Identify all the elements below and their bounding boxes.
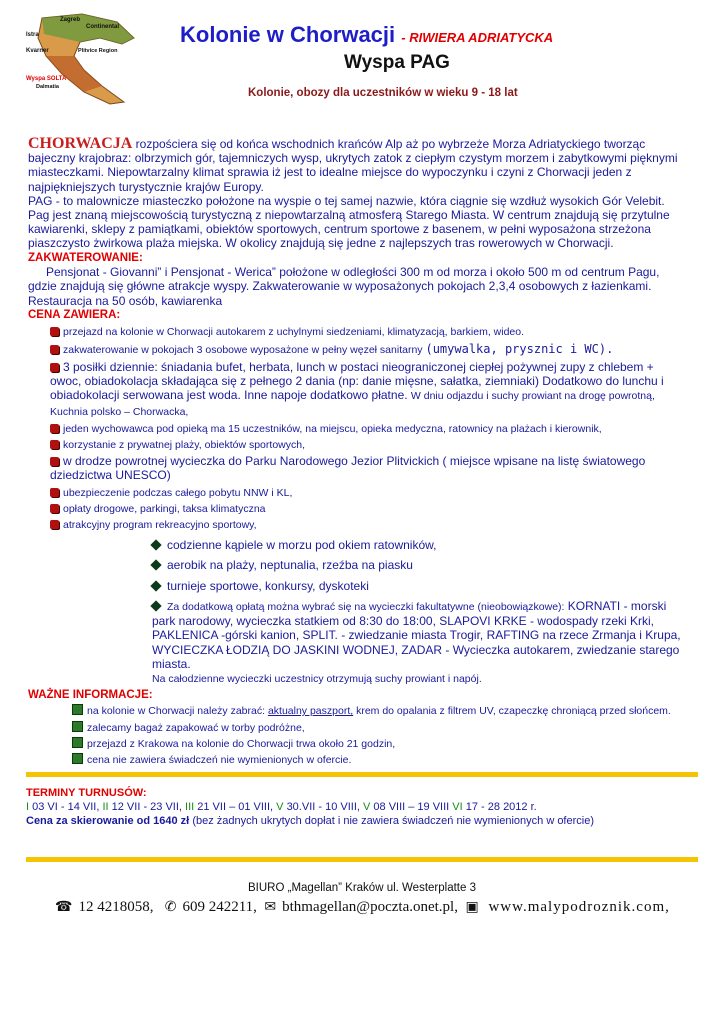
diamond-icon — [150, 600, 161, 611]
bullet-icon — [72, 704, 83, 715]
divider-top — [26, 772, 698, 777]
list-item: zakwaterowanie w pokojach 3 osobowe wyposażone w pełny węzeł sanitarny (umywalka, prysznic i WC). — [28, 342, 684, 357]
sub-list-item: Za dodatkową opłatą można wybrać się na wycieczki fakultatywne (nieobowiązkowe): KORNATI - morski park narodowy, wycieczka statkiem od 8:30 do 18:00, SLAPOVI KRKE - wodospady rzeki Krki, PAKLENICA -górski kanion, SPLIT. - zwiedzanie miasta Trogir, RAFTING na rzece Zrmanja i Krupa, WYCIECZKA ŁODZIĄ DO JASKINI WODNEJ, ZADAR - Wycieczka autokarem, zwiedzanie starego miasta. — [152, 598, 681, 671]
phone-number: 12 4218058, — [78, 899, 154, 915]
page-subtitle: Wyspa PAG — [344, 52, 450, 73]
bullet-icon — [50, 327, 59, 336]
phone-icon: ☎ — [55, 900, 73, 915]
bullet-icon — [50, 504, 59, 513]
terms-dates: I 03 VI - 14 VII, II 12 VII - 23 VII, III 21 VII – 01 VIII, V 30.VII - 10 VIII, V 08 VIII – 19 VIII VI 17 - 28 2012 r. — [26, 801, 537, 813]
computer-icon: ▣ — [465, 900, 479, 915]
price-heading: CENA ZAWIERA: — [28, 309, 121, 322]
intro-paragraph — [28, 137, 684, 194]
map-label-istra: Istra — [26, 32, 39, 38]
sub-list-note: Na całodzienne wycieczki uczestnicy otrzymują suchy prowiant i napój. — [152, 672, 482, 685]
info-item: zalecamy bagaż zapakować w torby podróżne, — [28, 721, 684, 735]
bullet-icon — [72, 721, 83, 732]
list-item: 3 posiłki dziennie: śniadania bufet, herbata, lunch w postaci nieograniczonej ciepłej pożywnej zupy z chlebem + owoc, obiadokolacja składająca się z pełnego 2 dania (np: danie mięsne, sałatka, ziemniaki) Dodatkowo do lunchu i obiadokolacji serwowana jest woda. Inne napoje dodatkowo płatne. W dniu odjazdu i suchy prowiant na drogę powrotną, Kuchnia polsko – Chorwacka, — [50, 360, 664, 418]
main-content — [28, 137, 684, 767]
mobile-number: 609 242211, — [182, 899, 257, 915]
map-label-zagreb: Zagreb — [60, 17, 81, 23]
bullet-icon — [50, 424, 59, 433]
croatia-map-logo — [22, 8, 142, 108]
sub-list-item: turnieje sportowe, konkursy, dyskoteki — [28, 579, 684, 593]
pag-paragraph: PAG - to malownicze miasteczko położone na wyspie o tej samej nazwie, która ciągnie się wzdłuż wysokich Gór Velebit. Pag jest znaną miejscowością turystyczną z niepowtarzalną atmosferą Starego Miasta. W centrum znajdują się przytulne kawiarenki, sklepy z pamiątkami, obiektów sportowych, centrum sportowe z basenem, w pełni wyposażona strzeżona piaszczysto żwirkowa plaża miejska. W okolicy znajdują się jedne z najlepszych tras rowerowych w Chorwacji. — [28, 193, 670, 251]
map-label-dalmatia: Dalmatia — [36, 84, 59, 90]
info-item: na kolonie w Chorwacji należy zabrać: aktualny paszport, krem do opalania z filtrem UV, czapeczkę chroniącą przed słońcem. — [28, 704, 684, 718]
intro-text: rozpościera się od końca wschodnich krańców Alp aż po wybrzeże Morza Adriatyckiego tworząc bajeczny krajobraz: olbrzymich gór, tajemniczych wysp, ukrytych zatok z ciepłym czystym morzem i zabytkowymi pięknymi miasteczkami. Niepowtarzalny klimat sprawia iż jest to idealne miejsce do wypoczynku i czyni z Chorwacji jeden z najpiękniejszych turystycznie krajów Europy. — [28, 137, 678, 194]
bullet-icon — [72, 737, 83, 748]
list-item: jeden wychowawca pod opieką ma 15 uczestników, na miejscu, opieka medyczna, ratownicy na plażach i kierownik, — [28, 422, 684, 436]
sub-list-item: aerobik na plaży, neptunalia, rzeźba na piasku — [28, 558, 684, 572]
mobile-icon: ✆ — [164, 900, 177, 915]
title-sub: - RIWIERA ADRIATYCKA — [401, 30, 554, 45]
bullet-icon — [50, 363, 59, 372]
list-item: atrakcyjny program rekreacyjno sportowy, — [28, 518, 684, 532]
map-label-plitvice: Plitvice Region — [78, 48, 118, 54]
bullet-icon — [50, 345, 59, 354]
list-item: korzystanie z prywatnej plaży, obiektów sportowych, — [28, 438, 684, 452]
email-link[interactable]: bthmagellan@poczta.onet.pl, — [282, 899, 458, 915]
tagline: Kolonie, obozy dla uczestników w wieku 9 - 18 lat — [248, 87, 518, 99]
website-link[interactable]: www.malypodroznik.com, — [488, 899, 670, 915]
bullet-icon — [72, 753, 83, 764]
terms-price: Cena za skierowanie od 1640 zł (bez żadnych ukrytych dopłat i nie zawiera świadczeń nie wymienionych w ofercie) — [26, 815, 594, 827]
diamond-icon — [150, 560, 161, 571]
map-label-continental: Continental — [86, 24, 119, 30]
bullet-icon — [50, 488, 59, 497]
info-item: przejazd z Krakowa na kolonie do Chorwacji trwa około 21 godzin, — [28, 737, 684, 751]
accommodation-heading: ZAKWATEROWANIE: — [28, 251, 143, 264]
divider-bottom — [26, 857, 698, 862]
bullet-icon — [50, 457, 59, 466]
diamond-icon — [150, 540, 161, 551]
restaurant-text: Restauracja na 50 osób, kawiarenka — [28, 294, 223, 309]
terms-section — [26, 786, 696, 828]
accommodation-text: Pensjonat - Giovanni” i Pensjonat - Werica” położone w odległości 300 m od morza i około 500 m od centrum Pagu, gdzie znajdują się główne atrakcje wyspy. Zakwaterowanie w wyposażonych pokojach 2,3,4 osobowych z łazienkami. — [28, 264, 660, 294]
bullet-icon — [50, 520, 59, 529]
office-address: BIURO „Magellan” Kraków ul. Westerplatte 3 — [248, 882, 476, 894]
diamond-icon — [150, 580, 161, 591]
list-item: opłaty drogowe, parkingi, taksa klimatyczna — [28, 502, 684, 516]
contact-line — [55, 899, 670, 916]
list-item: w drodze powrotnej wycieczka do Parku Narodowego Jezior Plitvickich ( miejsce wpisane na listę światowego dziedzictwa UNESCO) — [50, 454, 646, 483]
info-heading: WAŻNE INFORMACJE: — [28, 689, 153, 702]
intro-word: CHORWACJA — [28, 135, 133, 152]
map-label-kvarner: Kvarner — [26, 48, 49, 54]
email-icon: ✉ — [264, 900, 277, 915]
sub-list-item: codzienne kąpiele w morzu pod okiem ratowników, — [28, 538, 684, 552]
list-item: przejazd na kolonie w Chorwacji autokarem z uchylnymi siedzeniami, klimatyzacją, barkiem, wideo. — [28, 325, 684, 339]
info-item: cena nie zawiera świadczeń nie wymienionych w ofercie. — [28, 753, 684, 767]
page-title — [180, 22, 553, 48]
title-main: Kolonie w Chorwacji — [180, 22, 396, 47]
terms-heading: TERMINY TURNUSÓW: — [26, 787, 147, 799]
list-item: ubezpieczenie podczas całego pobytu NNW i KL, — [28, 486, 684, 500]
bullet-icon — [50, 440, 59, 449]
map-label-solta: Wyspa SOLTA — [26, 76, 67, 82]
